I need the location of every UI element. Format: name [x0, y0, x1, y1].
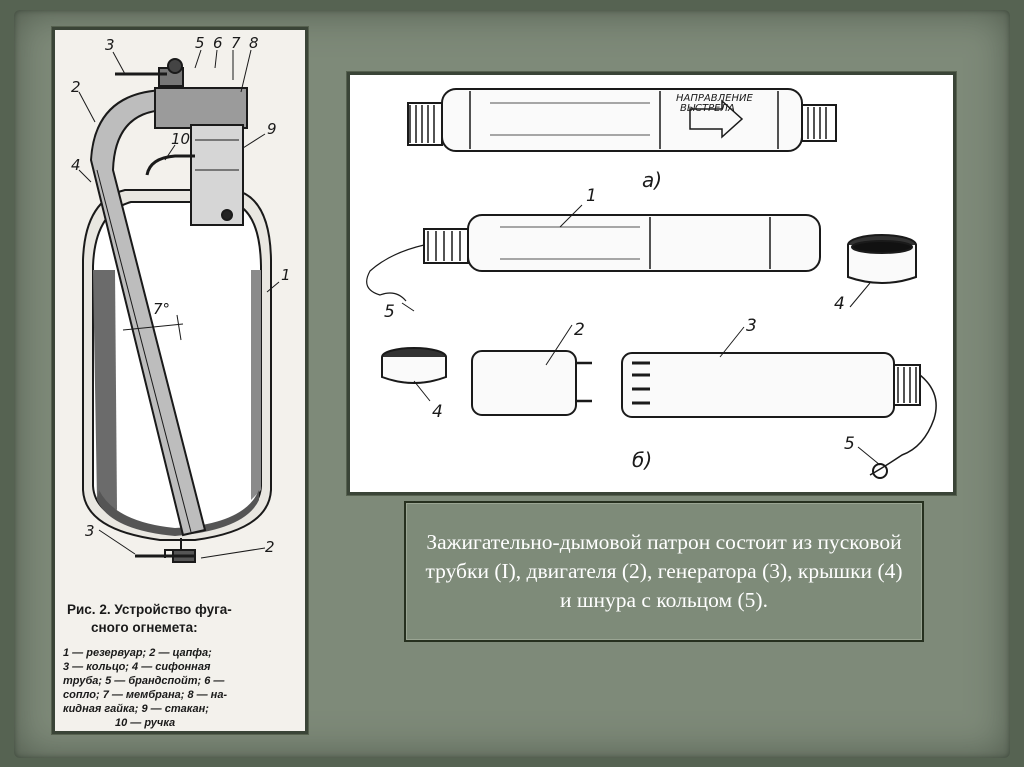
legend-line-6: 10 — ручка — [115, 717, 176, 729]
caption-text: Зажигательно-дымовой патрон состоит из пусковой трубки (I), двигателя (2), генератора (3), крышки (4) и шнура с кольцом (5). — [425, 529, 903, 613]
figure-caption-line1: Рис. 2. Устройство фуга- — [67, 602, 232, 617]
callout-2-bottom: 2 — [265, 538, 275, 556]
callout-8: 8 — [249, 34, 259, 52]
callout-5-right: 5 — [844, 434, 855, 454]
callout-4: 4 — [71, 156, 81, 174]
callout-3-bottom: 3 — [85, 522, 95, 540]
legend-line-1: 1 — резервуар; 2 — цапфа; — [63, 647, 212, 659]
arrow-label-1: НАПРАВЛЕНИЕ — [676, 93, 753, 104]
arrow-label-2: ВЫСТРЕЛА — [680, 103, 735, 114]
callout-angle: 7° — [153, 300, 171, 318]
legend-line-2: 3 — кольцо; 4 — сифонная — [63, 661, 211, 673]
legend-line-3: труба; 5 — брандспойт; 6 — — [63, 675, 225, 687]
callout-7: 7 — [231, 34, 241, 52]
caption-box — [404, 501, 924, 642]
callout-9: 9 — [267, 120, 277, 138]
callout-2-top: 2 — [71, 78, 81, 96]
callout-1: 1 — [281, 266, 291, 284]
callout-5-left: 5 — [384, 302, 395, 322]
callout-3: 3 — [746, 316, 757, 336]
callout-3-top: 3 — [105, 36, 115, 54]
figure-caption-line2: сного огнемета: — [91, 620, 198, 635]
flamethrower-drawing — [55, 30, 305, 731]
flamethrower-figure — [52, 27, 308, 734]
callout-5: 5 — [195, 34, 205, 52]
callout-4-left: 4 — [432, 402, 443, 422]
label-b: б) — [632, 448, 653, 472]
label-a: а) — [642, 168, 663, 192]
legend-line-5: кидная гайка; 9 — стакан; — [63, 703, 209, 715]
callout-1: 1 — [586, 186, 597, 206]
cartridge-drawing — [350, 75, 953, 492]
callout-6: 6 — [213, 34, 223, 52]
cartridge-figure — [347, 72, 956, 495]
callout-4-right: 4 — [834, 294, 845, 314]
callout-10: 10 — [171, 130, 191, 148]
legend-line-4: сопло; 7 — мембрана; 8 — на- — [63, 689, 228, 701]
callout-2: 2 — [574, 320, 585, 340]
